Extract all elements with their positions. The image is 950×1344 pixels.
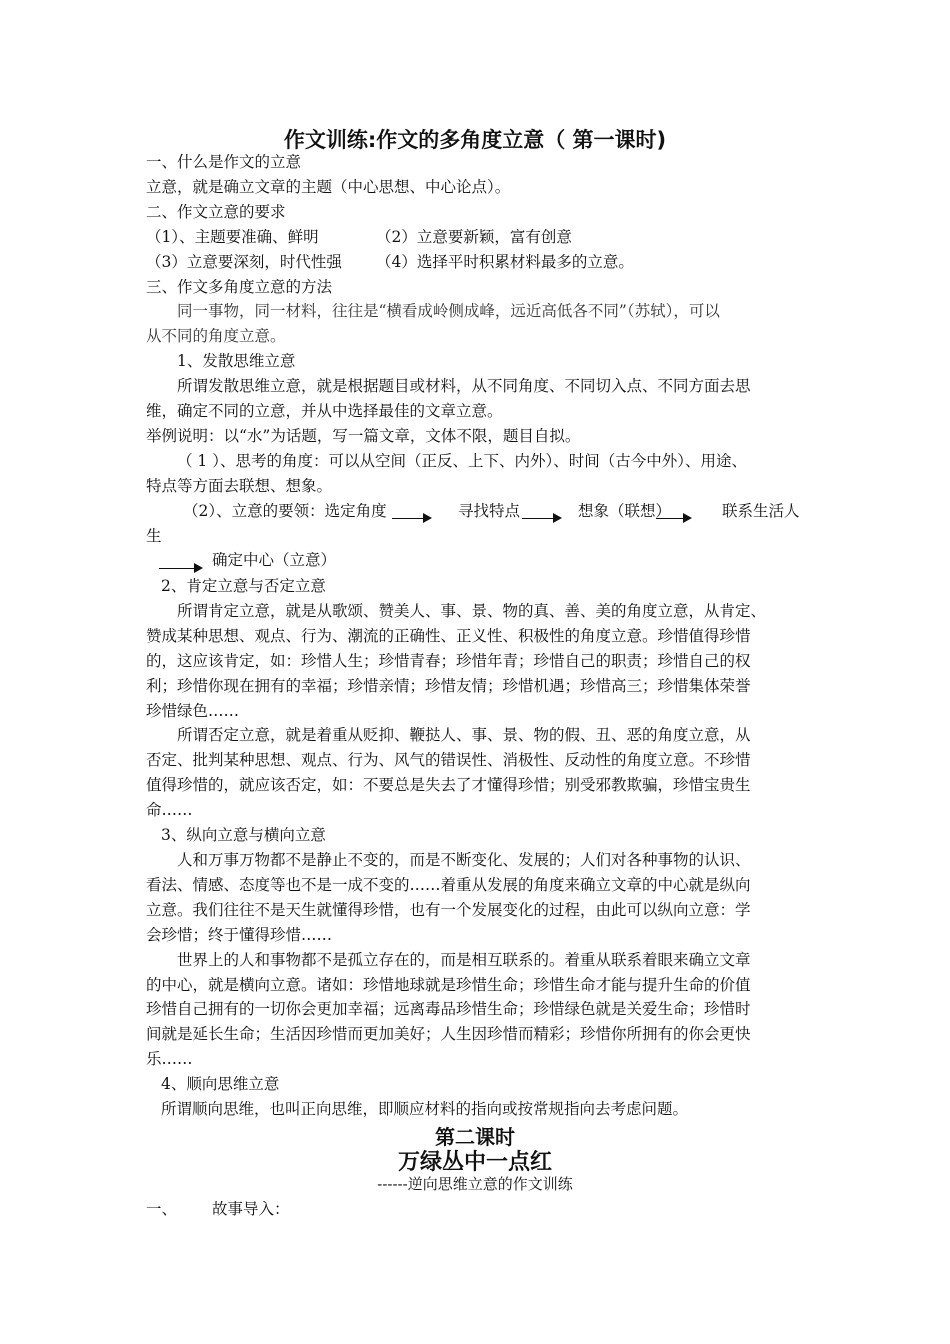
requirement-3: （3）立意要深刻，时代性强: [146, 253, 342, 271]
lesson-2-section-1-number: 一、: [146, 1200, 178, 1218]
method-3-para-2-line-1: 世界上的人和事物都不是孤立存在的，而是相互联系的。着重从联系着眼来确立文章: [177, 951, 751, 969]
method-2-para-1-line-2: 赞成某种思想、观点、行为、潮流的正确性、正义性、积极性的角度立意。珍惜值得珍惜: [146, 627, 751, 645]
lesson-2-section-1-label: 故事导入：: [212, 1200, 290, 1218]
step-connect-life: 联系生活人: [722, 502, 800, 520]
lesson-2-title: 万绿丛中一点红: [397, 1150, 552, 1175]
method-3-para-1-line-4: 会珍惜；终于懂得珍惜……: [146, 926, 333, 944]
lesson-2-heading: 第二课时: [435, 1125, 515, 1149]
section-3-heading: 三、作文多角度立意的方法: [146, 278, 333, 296]
flow-arrow-3: [656, 518, 690, 519]
section-3-intro-line-1: 同一事物，同一材料，往往是“横看成岭侧成峰，远近高低各不同”（苏轼），可以: [177, 302, 720, 320]
method-4-para: 所谓顺向思维，也叫正向思维，即顺应材料的指向或按常规指向去考虑问题。: [161, 1100, 689, 1118]
method-2-para-1-line-5: 珍惜绿色……: [146, 702, 240, 720]
method-2-para-1-line-4: 利；珍惜你现在拥有的幸福；珍惜亲情；珍惜友情；珍惜机遇；珍惜高三；珍惜集体荣誉: [146, 677, 751, 695]
method-1-steps-label: （2）、立意的要领：选定角度: [183, 502, 387, 520]
method-2-para-1-line-3: 的，这应该肯定，如：珍惜人生；珍惜青春；珍惜年青；珍惜自己的职责；珍惜自己的权: [146, 652, 751, 670]
method-2-para-2-line-4: 命……: [146, 801, 193, 819]
flow-arrow-2: [522, 518, 560, 519]
method-1-para-line-1: 所谓发散思维立意，就是根据题目或材料，从不同角度、不同切入点、不同方面去思: [177, 377, 751, 395]
method-3-heading: 3、纵向立意与横向立意: [161, 826, 326, 844]
flow-arrow-1: [392, 518, 430, 519]
method-3-para-2-line-2: 的中心，就是横向立意。诸如：珍惜地球就是珍惜生命；珍惜生命才能与提升生命的价值: [146, 976, 751, 994]
requirement-1: （1）、主题要准确、鲜明: [146, 228, 319, 246]
method-3-para-1-line-3: 立意。我们往往不是天生就懂得珍惜，也有一个发展变化的过程，由此可以纵向立意：学: [146, 901, 751, 919]
method-1-angle-line-2: 特点等方面去联想、想象。: [146, 477, 333, 495]
method-3-para-1-line-1: 人和万事万物都不是静止不变的，而是不断变化、发展的；人们对各种事物的认识、: [177, 851, 751, 869]
method-3-para-2-line-3: 珍惜自己拥有的一切你会更加幸福；远离毒品珍惜生命；珍惜绿色就是关爱生命；珍惜时: [146, 1000, 751, 1018]
step-imagine: 想象（联想）: [578, 502, 672, 520]
method-2-para-1-line-1: 所谓肯定立意，就是从歌颂、赞美人、事、景、物的真、善、美的角度立意，从肯定、: [177, 602, 767, 620]
method-3-para-2-line-5: 乐……: [146, 1050, 193, 1068]
method-3-para-1-line-2: 看法、情感、态度等也不是一成不变的……着重从发展的角度来确立文章的中心就是纵向: [146, 876, 751, 894]
method-1-para-line-2: 维，确定不同的立意，并从中选择最佳的文章立意。: [146, 402, 503, 420]
section-3-intro-line-2: 从不同的角度立意。: [146, 327, 286, 345]
method-2-para-2-line-2: 否定、批判某种思想、观点、行为、风气的错误性、消极性、反动性的角度立意。不珍惜: [146, 751, 751, 769]
method-2-heading: 2、肯定立意与否定立意: [161, 577, 326, 595]
method-2-para-2-line-3: 值得珍惜的，就应该否定，如：不要总是失去了才懂得珍惜；别受邪教欺骗，珍惜宝贵生: [146, 776, 751, 794]
flow-arrow-4: [159, 568, 201, 569]
requirement-4: （4）选择平时积累材料最多的立意。: [376, 253, 634, 271]
method-2-para-2-line-1: 所谓否定立意，就是着重从贬抑、鞭挞人、事、景、物的假、丑、恶的角度立意，从: [177, 726, 751, 744]
method-1-heading: 1、发散思维立意: [177, 352, 296, 370]
step-determine-center: 确定中心（立意）: [212, 551, 337, 569]
section-1-heading: 一、什么是作文的立意: [146, 153, 302, 171]
document-title: 作文训练:作文的多角度立意（ 第一课时): [283, 128, 667, 152]
method-1-example: 举例说明：以“水”为话题，写一篇文章，文体不限，题目自拟。: [146, 427, 581, 445]
lesson-2-subtitle: ------逆向思维立意的作文训练: [377, 1175, 573, 1193]
section-2-heading: 二、作文立意的要求: [146, 203, 286, 221]
step-find-features: 寻找特点: [458, 502, 521, 520]
method-1-angle-line-1: （ 1 ）、思考的角度：可以从空间（正反、上下、内外）、时间（古今中外）、用途、: [177, 452, 747, 470]
section-1-body: 立意，就是确立文章的主题（中心思想、中心论点）。: [146, 178, 511, 196]
method-3-para-2-line-4: 间就是延长生命；生活因珍惜而更加美好；人生因珍惜而精彩；珍惜你所拥有的你会更快: [146, 1025, 751, 1043]
method-4-heading: 4、顺向思维立意: [161, 1075, 280, 1093]
step-connect-life-end: 生: [146, 527, 162, 545]
requirement-2: （2）立意要新颖，富有创意: [376, 228, 572, 246]
